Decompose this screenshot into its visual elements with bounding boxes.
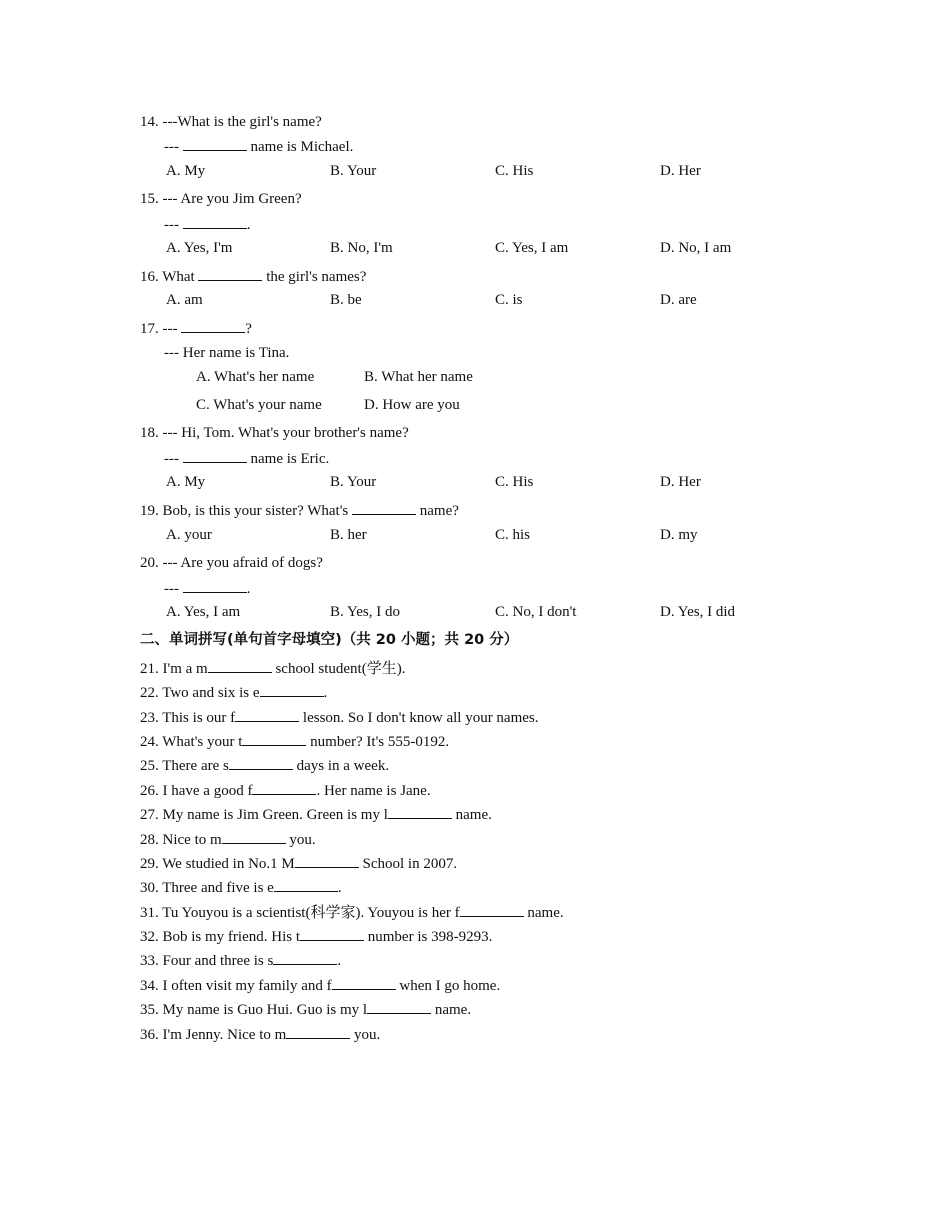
- question-20-option-b: B. Yes, I do: [330, 604, 401, 620]
- answer-blank[interactable]: [222, 829, 286, 844]
- question-18-stem: 18. --- Hi, Tom. What's your brother's name?: [140, 425, 409, 441]
- question-20-option-d: D. Yes, I did: [660, 604, 736, 620]
- question-15-option-d: D. No, I am: [660, 240, 732, 256]
- question-17-option-b: B. What her name: [364, 369, 473, 385]
- spelling-item-26: 26. I have a good f . Her name is Jane.: [140, 780, 431, 800]
- question-20-answer: --- .: [164, 578, 251, 598]
- answer-blank[interactable]: [242, 731, 306, 746]
- section-2-heading: 二、单词拼写(单句首字母填空)（共 20 小题；共 20 分）: [140, 632, 519, 648]
- question-19-option-b: B. her: [330, 527, 367, 543]
- question-15-option-c: C. Yes, I am: [495, 240, 569, 256]
- question-16-option-b: B. be: [330, 292, 362, 308]
- spelling-item-36: 36. I'm Jenny. Nice to m you.: [140, 1024, 380, 1044]
- question-17-reply: --- Her name is Tina.: [164, 345, 290, 361]
- question-19-stem: 19. Bob, is this your sister? What's name?: [140, 500, 459, 520]
- answer-blank[interactable]: [332, 975, 396, 990]
- question-18-option-b: B. Your: [330, 474, 377, 490]
- answer-blank[interactable]: [260, 682, 324, 697]
- question-15-stem: 15. --- Are you Jim Green?: [140, 191, 302, 207]
- answer-blank[interactable]: [367, 999, 431, 1014]
- spelling-item-24: 24. What's your t number? It's 555-0192.: [140, 731, 449, 751]
- spelling-item-21: 21. I'm a m school student(学生).: [140, 658, 405, 678]
- answer-blank[interactable]: [235, 707, 299, 722]
- answer-blank[interactable]: [252, 780, 316, 795]
- question-14-option-d: D. Her: [660, 163, 701, 179]
- question-20-option-a: A. Yes, I am: [166, 604, 241, 620]
- spelling-item-23: 23. This is our f lesson. So I don't know all your names.: [140, 707, 539, 727]
- answer-blank[interactable]: [198, 266, 262, 281]
- answer-blank[interactable]: [183, 578, 247, 593]
- answer-blank[interactable]: [352, 500, 416, 515]
- answer-blank[interactable]: [229, 755, 293, 770]
- answer-blank[interactable]: [183, 214, 247, 229]
- spelling-item-35: 35. My name is Guo Hui. Guo is my l name.: [140, 999, 471, 1019]
- question-17-option-c: C. What's your name: [196, 397, 322, 413]
- question-20-option-c: C. No, I don't: [495, 604, 577, 620]
- answer-blank[interactable]: [183, 136, 247, 151]
- question-18-answer: --- name is Eric.: [164, 448, 329, 468]
- question-16-option-a: A. am: [166, 292, 203, 308]
- question-15-option-b: B. No, I'm: [330, 240, 393, 256]
- question-14-stem: 14. ---What is the girl's name?: [140, 114, 322, 130]
- question-19-option-d: D. my: [660, 527, 698, 543]
- spelling-item-29: 29. We studied in No.1 M School in 2007.: [140, 853, 457, 873]
- question-17-option-a: A. What's her name: [196, 369, 315, 385]
- answer-blank[interactable]: [274, 877, 338, 892]
- answer-blank[interactable]: [208, 658, 272, 673]
- answer-blank[interactable]: [183, 448, 247, 463]
- spelling-item-25: 25. There are s days in a week.: [140, 755, 389, 775]
- question-16-option-c: C. is: [495, 292, 523, 308]
- question-18-option-c: C. His: [495, 474, 534, 490]
- spelling-item-22: 22. Two and six is e .: [140, 682, 327, 702]
- question-18-option-a: A. My: [166, 474, 206, 490]
- answer-blank[interactable]: [273, 950, 337, 965]
- question-14-option-c: C. His: [495, 163, 534, 179]
- question-18-option-d: D. Her: [660, 474, 701, 490]
- question-20-stem: 20. --- Are you afraid of dogs?: [140, 555, 323, 571]
- spelling-item-33: 33. Four and three is s .: [140, 950, 341, 970]
- answer-blank[interactable]: [460, 902, 524, 917]
- answer-blank[interactable]: [286, 1024, 350, 1039]
- question-14-answer: --- name is Michael.: [164, 136, 353, 156]
- question-19-option-a: A. your: [166, 527, 212, 543]
- question-14-option-a: A. My: [166, 163, 206, 179]
- spelling-item-32: 32. Bob is my friend. His t number is 398-9293.: [140, 926, 492, 946]
- answer-blank[interactable]: [181, 318, 245, 333]
- question-14-option-b: B. Your: [330, 163, 377, 179]
- question-19-option-c: C. his: [495, 527, 531, 543]
- question-15-option-a: A. Yes, I'm: [166, 240, 233, 256]
- spelling-item-31: 31. Tu Youyou is a scientist(科学家). Youyou is her f name.: [140, 902, 564, 922]
- question-17-stem: 17. --- ?: [140, 318, 252, 338]
- spelling-item-27: 27. My name is Jim Green. Green is my l name.: [140, 804, 492, 824]
- answer-blank[interactable]: [388, 804, 452, 819]
- spelling-item-34: 34. I often visit my family and f when I go home.: [140, 975, 500, 995]
- question-17-option-d: D. How are you: [364, 397, 460, 413]
- question-16-stem: 16. What the girl's names?: [140, 266, 366, 286]
- answer-blank[interactable]: [300, 926, 364, 941]
- spelling-item-28: 28. Nice to m you.: [140, 829, 316, 849]
- spelling-item-30: 30. Three and five is e .: [140, 877, 342, 897]
- question-15-answer: --- .: [164, 214, 251, 234]
- answer-blank[interactable]: [295, 853, 359, 868]
- question-16-option-d: D. are: [660, 292, 697, 308]
